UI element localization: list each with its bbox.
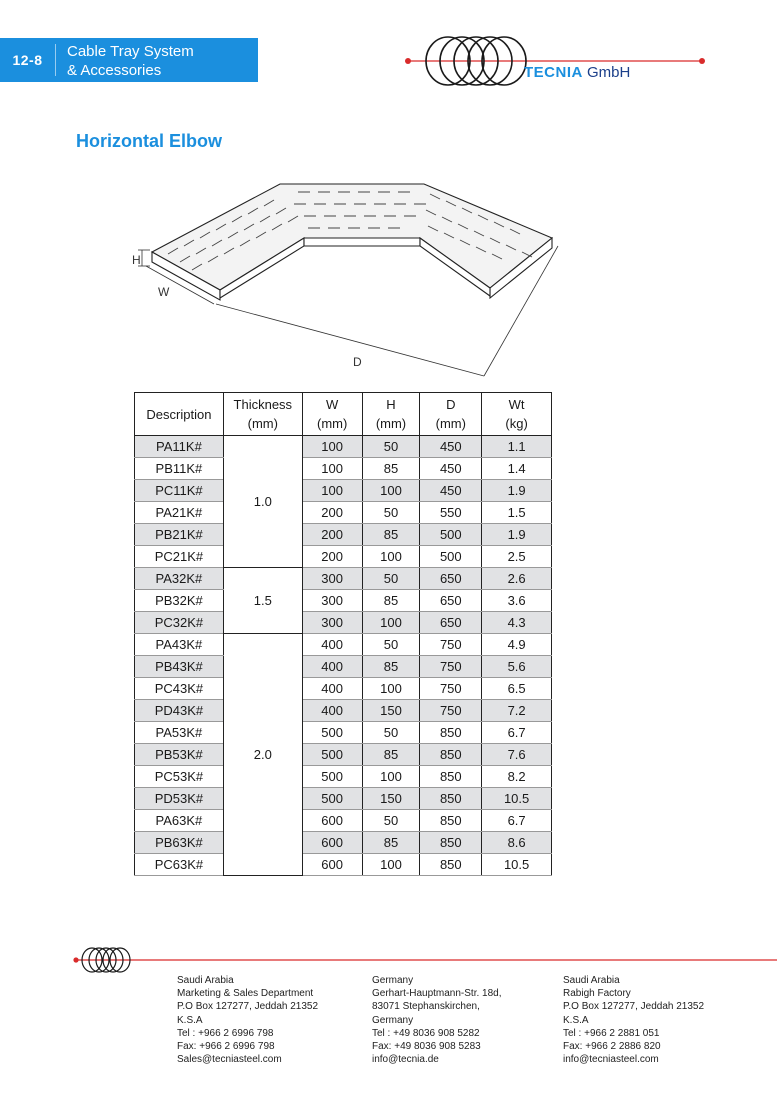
cell-h: 85 <box>362 744 420 766</box>
cell-w: 400 <box>302 656 362 678</box>
table-header-row <box>135 393 552 436</box>
cell-w: 400 <box>302 700 362 722</box>
cell-d: 750 <box>420 678 482 700</box>
cell-d: 850 <box>420 744 482 766</box>
cell-h: 50 <box>362 810 420 832</box>
cell-description: PC43K# <box>135 678 224 700</box>
cell-w: 400 <box>302 634 362 656</box>
table-row <box>135 678 552 700</box>
cell-h: 150 <box>362 700 420 722</box>
cell-h: 100 <box>362 766 420 788</box>
section-title-line2: & Accessories <box>67 62 162 79</box>
section-header-tab <box>0 38 258 82</box>
section-title <box>67 42 194 80</box>
horizontal-elbow-drawing <box>128 180 568 380</box>
cell-thickness: 2.0 <box>223 634 302 876</box>
table-row <box>135 480 552 502</box>
table-row <box>135 612 552 634</box>
table-row <box>135 854 552 876</box>
cell-w: 100 <box>302 458 362 480</box>
dim-label-w: W <box>158 285 170 299</box>
cell-d: 750 <box>420 700 482 722</box>
cell-h: 85 <box>362 656 420 678</box>
cell-wt: 1.1 <box>482 436 552 458</box>
col-header-description: Description <box>135 393 224 436</box>
footer-address-germany: Germany Gerhart-Hauptmann-Str. 18d, 83071 Stephanskirchen, Germany Tel : +49 8036 908 5282 Fax: +49 8036 908 5283 info@tecnia.de <box>372 975 502 1066</box>
cell-w: 500 <box>302 744 362 766</box>
cell-description: PC53K# <box>135 766 224 788</box>
cell-d: 850 <box>420 788 482 810</box>
cell-wt: 6.5 <box>482 678 552 700</box>
table-row <box>135 722 552 744</box>
dim-label-d: D <box>353 355 362 369</box>
cell-w: 600 <box>302 854 362 876</box>
cell-wt: 1.4 <box>482 458 552 480</box>
cell-w: 200 <box>302 502 362 524</box>
cell-description: PD43K# <box>135 700 224 722</box>
cell-h: 85 <box>362 590 420 612</box>
cell-wt: 2.6 <box>482 568 552 590</box>
cell-description: PB63K# <box>135 832 224 854</box>
cell-h: 100 <box>362 678 420 700</box>
header-divider <box>55 44 56 76</box>
dim-label-h: H <box>132 253 141 267</box>
cell-h: 150 <box>362 788 420 810</box>
cell-h: 85 <box>362 458 420 480</box>
footer-address-rabigh: Saudi Arabia Rabigh Factory P.O Box 127277, Jeddah 21352 K.S.A Tel : +966 2 2881 051 Fax: +966 2 2886 820 info@tecniasteel.com <box>563 975 705 1066</box>
cell-h: 100 <box>362 480 420 502</box>
cell-wt: 7.2 <box>482 700 552 722</box>
footer-address-jeddah: Saudi Arabia Marketing & Sales Department P.O Box 127277, Jeddah 21352 K.S.A Tel : +966 2 6996 798 Fax: +966 2 6996 798 Sales@tecniasteel.com <box>177 975 319 1066</box>
cell-d: 850 <box>420 810 482 832</box>
table-row <box>135 524 552 546</box>
cell-description: PB11K# <box>135 458 224 480</box>
cell-description: PA43K# <box>135 634 224 656</box>
cell-w: 500 <box>302 766 362 788</box>
cell-w: 300 <box>302 612 362 634</box>
cell-wt: 1.9 <box>482 480 552 502</box>
col-header-w: W (mm) <box>302 393 362 436</box>
brand-name-strong: TECNIA <box>524 64 583 81</box>
cell-h: 50 <box>362 568 420 590</box>
brand-name <box>524 64 630 81</box>
col-header-d: D (mm) <box>420 393 482 436</box>
table-row <box>135 744 552 766</box>
cell-w: 500 <box>302 788 362 810</box>
cell-d: 550 <box>420 502 482 524</box>
cell-d: 450 <box>420 480 482 502</box>
table-row <box>135 458 552 480</box>
cell-d: 500 <box>420 546 482 568</box>
cell-description: PC32K# <box>135 612 224 634</box>
cell-d: 750 <box>420 656 482 678</box>
cell-wt: 8.6 <box>482 832 552 854</box>
cell-h: 85 <box>362 832 420 854</box>
col-header-wt: Wt (kg) <box>482 393 552 436</box>
cell-d: 450 <box>420 458 482 480</box>
table-row <box>135 766 552 788</box>
cell-description: PC21K# <box>135 546 224 568</box>
cell-d: 850 <box>420 766 482 788</box>
cell-h: 85 <box>362 524 420 546</box>
table-row <box>135 634 552 656</box>
cell-description: PB32K# <box>135 590 224 612</box>
cell-d: 850 <box>420 832 482 854</box>
cell-d: 450 <box>420 436 482 458</box>
cell-description: PC63K# <box>135 854 224 876</box>
cell-d: 650 <box>420 612 482 634</box>
cell-description: PB43K# <box>135 656 224 678</box>
cell-w: 600 <box>302 832 362 854</box>
cell-description: PB53K# <box>135 744 224 766</box>
cell-description: PA53K# <box>135 722 224 744</box>
table-row <box>135 656 552 678</box>
cell-h: 50 <box>362 634 420 656</box>
cell-wt: 4.9 <box>482 634 552 656</box>
spec-table-body <box>135 436 552 876</box>
cell-description: PA11K# <box>135 436 224 458</box>
table-row <box>135 788 552 810</box>
col-header-thickness: Thickness (mm) <box>223 393 302 436</box>
cell-h: 50 <box>362 502 420 524</box>
cell-description: PA32K# <box>135 568 224 590</box>
cell-description: PC11K# <box>135 480 224 502</box>
table-row <box>135 546 552 568</box>
cell-thickness: 1.0 <box>223 436 302 568</box>
cell-w: 100 <box>302 480 362 502</box>
cell-wt: 6.7 <box>482 810 552 832</box>
cell-w: 400 <box>302 678 362 700</box>
cell-w: 100 <box>302 436 362 458</box>
cell-h: 50 <box>362 722 420 744</box>
cell-wt: 5.6 <box>482 656 552 678</box>
cell-wt: 10.5 <box>482 788 552 810</box>
section-title-line1: Cable Tray System <box>67 43 194 60</box>
cell-wt: 3.6 <box>482 590 552 612</box>
cell-h: 100 <box>362 612 420 634</box>
cell-d: 850 <box>420 722 482 744</box>
cell-description: PA63K# <box>135 810 224 832</box>
brand-name-rest: GmbH <box>582 64 631 81</box>
table-row <box>135 832 552 854</box>
cell-w: 200 <box>302 546 362 568</box>
spec-table <box>134 392 552 876</box>
table-row <box>135 568 552 590</box>
cell-wt: 2.5 <box>482 546 552 568</box>
cell-w: 200 <box>302 524 362 546</box>
table-row <box>135 700 552 722</box>
cell-d: 650 <box>420 590 482 612</box>
cell-w: 300 <box>302 568 362 590</box>
cell-wt: 1.9 <box>482 524 552 546</box>
cell-h: 100 <box>362 546 420 568</box>
cell-description: PD53K# <box>135 788 224 810</box>
table-row <box>135 810 552 832</box>
footer-rings-logo <box>0 945 777 975</box>
cell-wt: 7.6 <box>482 744 552 766</box>
cell-description: PB21K# <box>135 524 224 546</box>
cell-wt: 10.5 <box>482 854 552 876</box>
page-number: 12-8 <box>12 52 43 68</box>
cell-d: 750 <box>420 634 482 656</box>
table-row <box>135 502 552 524</box>
cell-wt: 1.5 <box>482 502 552 524</box>
cell-h: 50 <box>362 436 420 458</box>
tecnia-rings-logo <box>404 34 710 92</box>
cell-d: 650 <box>420 568 482 590</box>
cell-d: 500 <box>420 524 482 546</box>
cell-thickness: 1.5 <box>223 568 302 634</box>
cell-w: 300 <box>302 590 362 612</box>
cell-description: PA21K# <box>135 502 224 524</box>
cell-wt: 6.7 <box>482 722 552 744</box>
cell-wt: 8.2 <box>482 766 552 788</box>
cell-w: 500 <box>302 722 362 744</box>
cell-d: 850 <box>420 854 482 876</box>
cell-w: 600 <box>302 810 362 832</box>
page-heading: Horizontal Elbow <box>76 131 222 151</box>
table-row <box>135 436 552 458</box>
cell-wt: 4.3 <box>482 612 552 634</box>
cell-h: 100 <box>362 854 420 876</box>
col-header-h: H (mm) <box>362 393 420 436</box>
table-row <box>135 590 552 612</box>
